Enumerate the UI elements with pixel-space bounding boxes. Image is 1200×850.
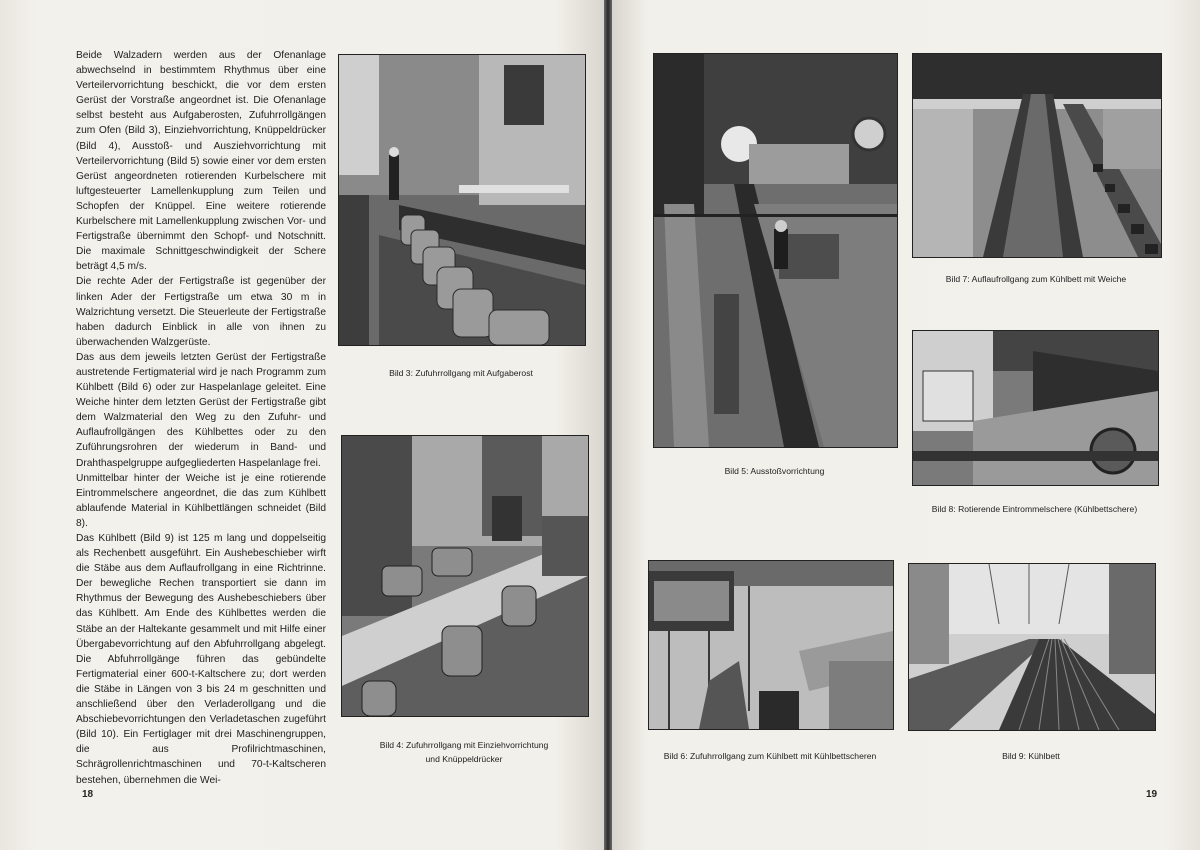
caption-text: Bild 5: Ausstoßvorrichtung bbox=[724, 466, 825, 476]
caption-text: Bild 7: Auflaufrollgang zum Kühlbett mit Weiche bbox=[945, 274, 1127, 284]
photo-bild-4 bbox=[341, 435, 589, 717]
caption-bild-3 bbox=[338, 366, 584, 380]
caption-bild-7 bbox=[912, 272, 1160, 286]
caption-bild-6 bbox=[648, 749, 892, 763]
body-text-column bbox=[76, 48, 326, 788]
paragraph: Beide Walzadern werden aus der Ofenanlage abwechselnd in bestimmtem Rhythmus über eine Verteilervorrichtung beschickt, die vor dem ersten Gerüst der Vorstraße angeordnet ist. Die Ofenanlage selbst besteht aus Aufgaberosten, Zufuhrrollgängen zum Ofen (Bild 3), Einziehvorrichtung, Knüppeldrücker (Bild 4), Ausstoß- und Ausziehvorrichtung mit Verteilervorrichtung (Bild 5) sowie einer vor dem ersten Gerüst angeordneten rotierenden Kurbelschere mit luftgesteuerter Lamellenkupplung zum Teilen und Schopfen der Knüppel. Eine weitere rotierende Kurbelschere mit Lamellenkupplung zwischen Vor- und Fertigstraße übernimmt den Schopf- und Notschnitt. Die maximale Schnittgeschwindigkeit der Schere beträgt 4,5 m/s. bbox=[76, 50, 326, 273]
page-number: 18 bbox=[82, 789, 94, 800]
caption-text: Bild 8: Rotierende Eintrommelschere (Kühlbettschere) bbox=[931, 504, 1138, 514]
page-number: 19 bbox=[1146, 789, 1158, 800]
photo-bild-8 bbox=[912, 330, 1159, 486]
photo-bild-3 bbox=[338, 54, 586, 346]
right-page bbox=[612, 0, 1200, 850]
paragraph: Das aus dem jeweils letzten Gerüst der Fertigstraße austretende Fertigmaterial wird je nach Programm zum Kühlbett (Bild 6) oder zur Haspelanlage geleitet. Eine Weiche hinter dem letzten Gerüst der Fertigstraße gibt dem Walzmaterial den Weg zu den Zufuhr- und Auflaufrollgängen des Kühlbettes oder zu den Zuführungsrohren der wiederum in Band- und Drahthaspelgruppe aufgegliederten Haspelanlage frei. bbox=[76, 351, 326, 469]
caption-text: Bild 3: Zufuhrrollgang mit Aufgaberost bbox=[389, 368, 533, 378]
caption-text-line-2: und Knüppeldrücker bbox=[425, 754, 503, 764]
caption-bild-9 bbox=[908, 749, 1154, 763]
photo-bild-9 bbox=[908, 563, 1156, 731]
caption-text-line-1: Bild 4: Zufuhrrollgang mit Einziehvorrichtung bbox=[379, 740, 549, 750]
book-gutter bbox=[604, 0, 612, 850]
paragraph: Das Kühlbett (Bild 9) ist 125 m lang und doppelseitig als Rechenbett ausgeführt. Ein Aushebeschieber wirft die Stäbe aus dem Auflaufrollgang in eine Richtrinne. Der bewegliche Rechen transportiert sie dann im Rhythmus der Bewegung des Aushebeschiebers über das Kühlbett. Am Ende des Kühlbettes werden die Stäbe an der Haltekante gesammelt und mit Hilfe einer Übergabevorrichtung auf den Abfuhrrollgang abgelegt. Die Abfuhrrollgänge führen das gebündelte Fertigmaterial einer 600-t-Kaltschere zu; dort werden die Stäbe in Längen von 3 bis 24 m geschnitten und anschließend über den Verladerollgang und die Abschiebevorrichtungen den Verladetaschen zugeführt (Bild 10). Ein Fertiglager mit drei Maschinengruppen, die aus Profilrichtmaschinen, Schrägrollenrichtmaschinen und 70-t-Kaltscheren bestehen, übernehmen die Wei- bbox=[76, 533, 326, 786]
caption-bild-5 bbox=[653, 464, 896, 478]
photo-bild-6 bbox=[648, 560, 894, 730]
caption-bild-8 bbox=[912, 502, 1157, 516]
paragraph: Die rechte Ader der Fertigstraße ist gegenüber der linken Ader der Fertigstraße um etwa 30 m in Walzrichtung versetzt. Die Steuerleute der Fertigstraße haben dadurch Einblick in alle von ihnen zu überwachenden Walzgerüste. bbox=[76, 276, 326, 348]
caption-text: Bild 6: Zufuhrrollgang zum Kühlbett mit Kühlbettscheren bbox=[663, 751, 877, 761]
caption-text: Bild 9: Kühlbett bbox=[1002, 751, 1060, 761]
caption-bild-4 bbox=[341, 738, 587, 766]
photo-bild-5 bbox=[653, 53, 898, 448]
paragraph: Unmittelbar hinter der Weiche ist je eine rotierende Eintrommelschere angeordnet, die das zum Kühlbett ablaufende Material in Kühlbettlängen schneidet (Bild 8). bbox=[76, 472, 326, 529]
photo-bild-7 bbox=[912, 53, 1162, 258]
